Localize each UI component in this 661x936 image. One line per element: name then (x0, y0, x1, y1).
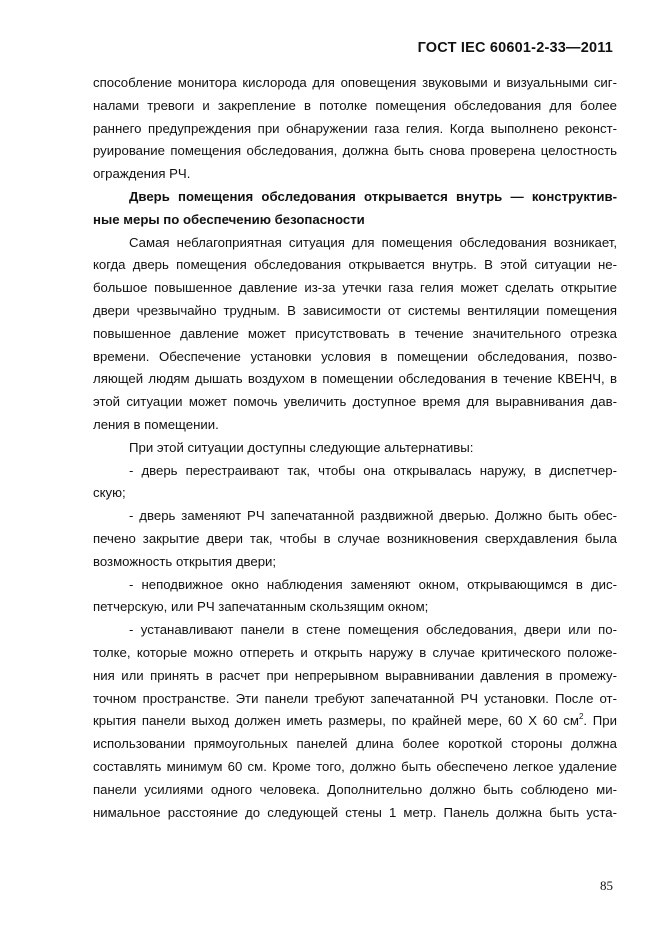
text-line-content: ния или принять в расчет при непрерывном выравнивании давления в промежу- (93, 667, 617, 683)
text-line-content: возможность открытия двери; (93, 553, 277, 569)
page-number: 85 (600, 878, 613, 893)
text-line (93, 186, 617, 209)
text-line-content: - дверь перестраивают так, чтобы она открывалась наружу, в диспетчер- (129, 462, 617, 478)
text-line-content: При этой ситуации доступны следующие альтернативы: (129, 439, 474, 455)
document-header-title: ГОСТ IEC 60601-2-33—2011 (417, 40, 613, 56)
text-line (93, 528, 617, 551)
text-line-content: раннего предупреждения при обнаружении газа гелия. Когда выполнено реконст- (93, 120, 617, 136)
text-line-content: большое повышенное давление из-за утечки газа гелия может сделать открытие (93, 280, 617, 296)
text-line-content: - неподвижное окно наблюдения заменяют окном, открывающимся в дис- (129, 576, 617, 592)
text-line (93, 118, 617, 141)
text-line-content: ления в помещении. (93, 416, 219, 432)
body-text (93, 72, 617, 824)
text-line-content: налами тревоги и закрепление в потолке помещения обследования для более (93, 97, 617, 113)
text-line-content: руирование помещения обследования, должна быть снова проверена целостность (93, 143, 617, 159)
text-line (93, 414, 617, 437)
text-line-content: повышенное давление может присутствовать в течение значительного отрезка (93, 325, 617, 341)
text-line (93, 710, 617, 733)
text-line-continuation: . При (583, 713, 617, 729)
text-line (93, 437, 617, 460)
text-line (93, 277, 617, 300)
text-line (93, 665, 617, 688)
text-line (93, 72, 617, 95)
text-line-content: времени. Обеспечение установки условия в помещении обследования, позво- (93, 348, 617, 364)
text-line (93, 642, 617, 665)
text-line-content: скую; (93, 485, 126, 501)
superscript: 2 (578, 712, 584, 722)
text-line-content: нимальное расстояние до следующей стены 1 метр. Панель должна быть уста- (93, 804, 617, 820)
text-line (93, 460, 617, 483)
text-line (93, 802, 617, 825)
text-line-content: петчерскую, или РЧ запечатанным скользящим окном; (93, 599, 429, 615)
text-line (93, 346, 617, 369)
text-line-content: составлять минимум 60 см. Кроме того, должно быть обеспечено легкое удаление (93, 758, 617, 774)
text-line-content: толке, которые можно отпереть и открыть наружу в случае критического положе- (93, 644, 617, 660)
text-line-content: - дверь заменяют РЧ запечатанной раздвижной дверью. Должно быть обес- (129, 508, 617, 524)
text-line-content: использовании прямоугольных панелей длина более короткой стороны должна (93, 736, 617, 752)
text-line (93, 688, 617, 711)
text-line (93, 733, 617, 756)
text-line-content: панели усилиями одного человека. Дополнительно должно быть соблюдено ми- (93, 781, 617, 797)
text-line-content: когда дверь помещения обследования открывается внутрь. В этой ситуации не- (93, 257, 617, 273)
text-line (93, 300, 617, 323)
text-line (93, 163, 617, 186)
text-line (93, 779, 617, 802)
text-line-content: ные меры по обеспечению безопасности (93, 211, 365, 227)
text-line (93, 756, 617, 779)
text-line (93, 596, 617, 619)
text-line (93, 140, 617, 163)
text-line (93, 482, 617, 505)
text-line-content: двери чрезвычайно трудным. В зависимости от системы вентиляции помещения (93, 302, 617, 318)
text-line (93, 95, 617, 118)
text-line-content: печено закрытие двери так, чтобы в случае возникновения сверхдавления была (93, 530, 617, 546)
text-line-content: способление монитора кислорода для оповещения звуковыми и визуальными сиг- (93, 75, 617, 90)
text-line-content: крытия панели выход должен иметь размеры, по крайней мере, 60 Х 60 см (93, 713, 579, 729)
text-line-content: - устанавливают панели в стене помещения обследования, двери или по- (129, 622, 617, 638)
text-line (93, 551, 617, 574)
text-line-content: ограждения РЧ. (93, 166, 191, 182)
text-line (93, 368, 617, 391)
text-line (93, 619, 617, 642)
text-line (93, 505, 617, 528)
text-line (93, 574, 617, 597)
text-line (93, 209, 617, 232)
text-line (93, 232, 617, 255)
text-line-content: ляющей людям дышать воздухом в помещении обследования в течение КВЕНЧ, в (93, 371, 617, 387)
text-line (93, 254, 617, 277)
text-line-content: Самая неблагоприятная ситуация для помещения обследования возникает, (129, 234, 617, 250)
text-line (93, 323, 617, 346)
text-line-content: этой ситуации может помочь увеличить доступное время для выравнивания дав- (93, 394, 617, 410)
text-line-content: Дверь помещения обследования открывается внутрь — конструктив- (129, 188, 617, 204)
text-line (93, 391, 617, 414)
text-line-content: точном пространстве. Эти панели требуют запечатанной РЧ установки. После от- (93, 690, 617, 706)
